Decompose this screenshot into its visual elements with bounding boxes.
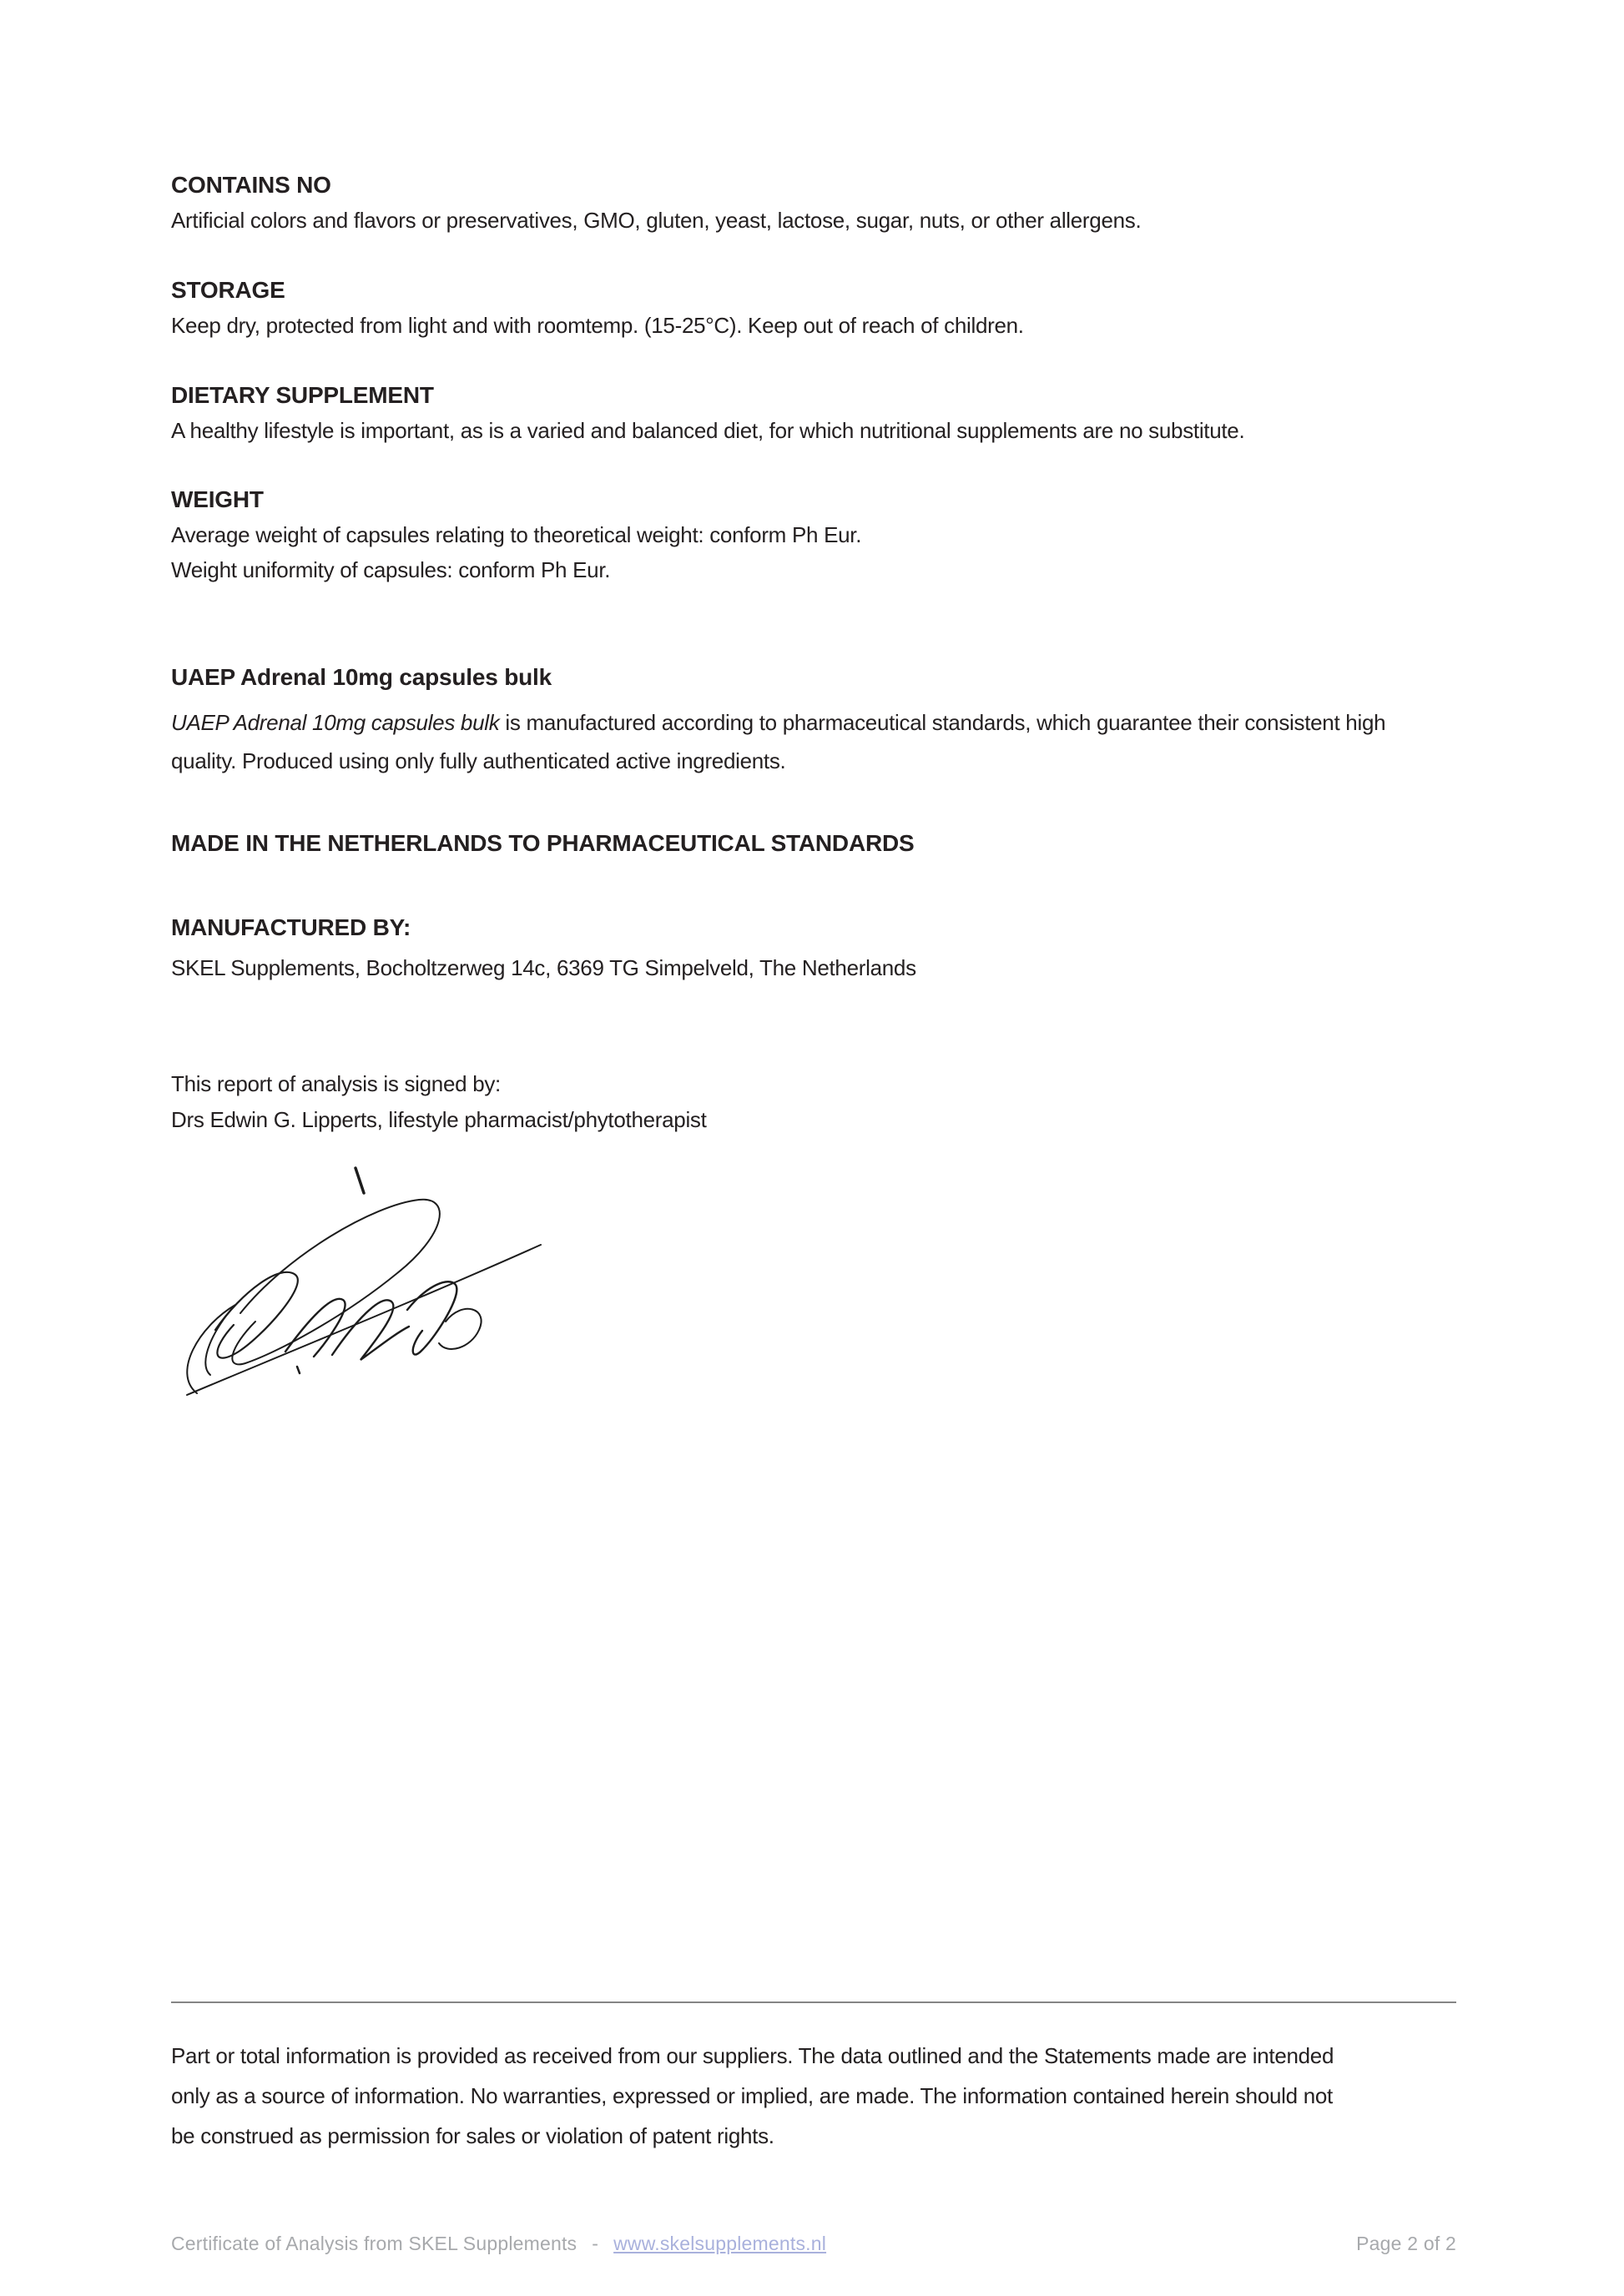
section-body-contains-no: Artificial colors and flavors or preservatives, GMO, gluten, yeast, lactose, sugar, nuts, or other allergens. <box>171 208 1142 233</box>
section-heading-storage: STORAGE <box>171 277 285 303</box>
product-heading: UAEP Adrenal 10mg capsules bulk <box>171 664 552 690</box>
section-heading-dietary-supplement: DIETARY SUPPLEMENT <box>171 382 434 408</box>
signer-name: Drs Edwin G. Lipperts, lifestyle pharmacist/phytotherapist <box>171 1107 707 1132</box>
made-in-statement: MADE IN THE NETHERLANDS TO PHARMACEUTICAL STANDARDS <box>171 830 915 856</box>
product-name-italic: UAEP Adrenal 10mg capsules bulk <box>171 710 500 735</box>
divider-rule <box>171 2001 1456 2003</box>
page-footer <box>171 2233 1456 2255</box>
footer-document-title: Certificate of Analysis from SKEL Supplements <box>171 2233 577 2254</box>
product-description-rest: is manufactured according to pharmaceutical standards, which guarantee their consistent high quality. Produced using only fully authenticated active ingredients. <box>171 710 1386 773</box>
product-description <box>171 703 1456 780</box>
manufactured-by-heading: MANUFACTURED BY: <box>171 914 411 940</box>
footer-separator: - <box>592 2233 599 2254</box>
section-heading-weight: WEIGHT <box>171 486 264 512</box>
section-body-weight: Average weight of capsules relating to theoretical weight: conform Ph Eur. Weight uniformity of capsules: conform Ph Eur. <box>171 522 862 582</box>
page-number: Page 2 of 2 <box>1356 2233 1456 2254</box>
signed-intro: This report of analysis is signed by: <box>171 1071 501 1096</box>
section-body-storage: Keep dry, protected from light and with roomtemp. (15-25°C). Keep out of reach of children. <box>171 313 1024 338</box>
section-body-dietary-supplement: A healthy lifestyle is important, as is a varied and balanced diet, for which nutritional supplements are no substitute. <box>171 418 1245 443</box>
handwritten-signature <box>164 1161 556 1403</box>
footer-website-link[interactable]: www.skelsupplements.nl <box>613 2233 827 2254</box>
section-heading-contains-no: CONTAINS NO <box>171 172 331 198</box>
disclaimer-text: Part or total information is provided as received from our suppliers. The data outlined and the Statements made are intended only as a source of information. No warranties, expressed or implied, are made. The information contained herein should not be construed as permission for sales or violation of patent rights. <box>171 2043 1334 2148</box>
manufacturer-address: SKEL Supplements, Bocholtzerweg 14c, 6369 TG Simpelveld, The Netherlands <box>171 955 916 980</box>
